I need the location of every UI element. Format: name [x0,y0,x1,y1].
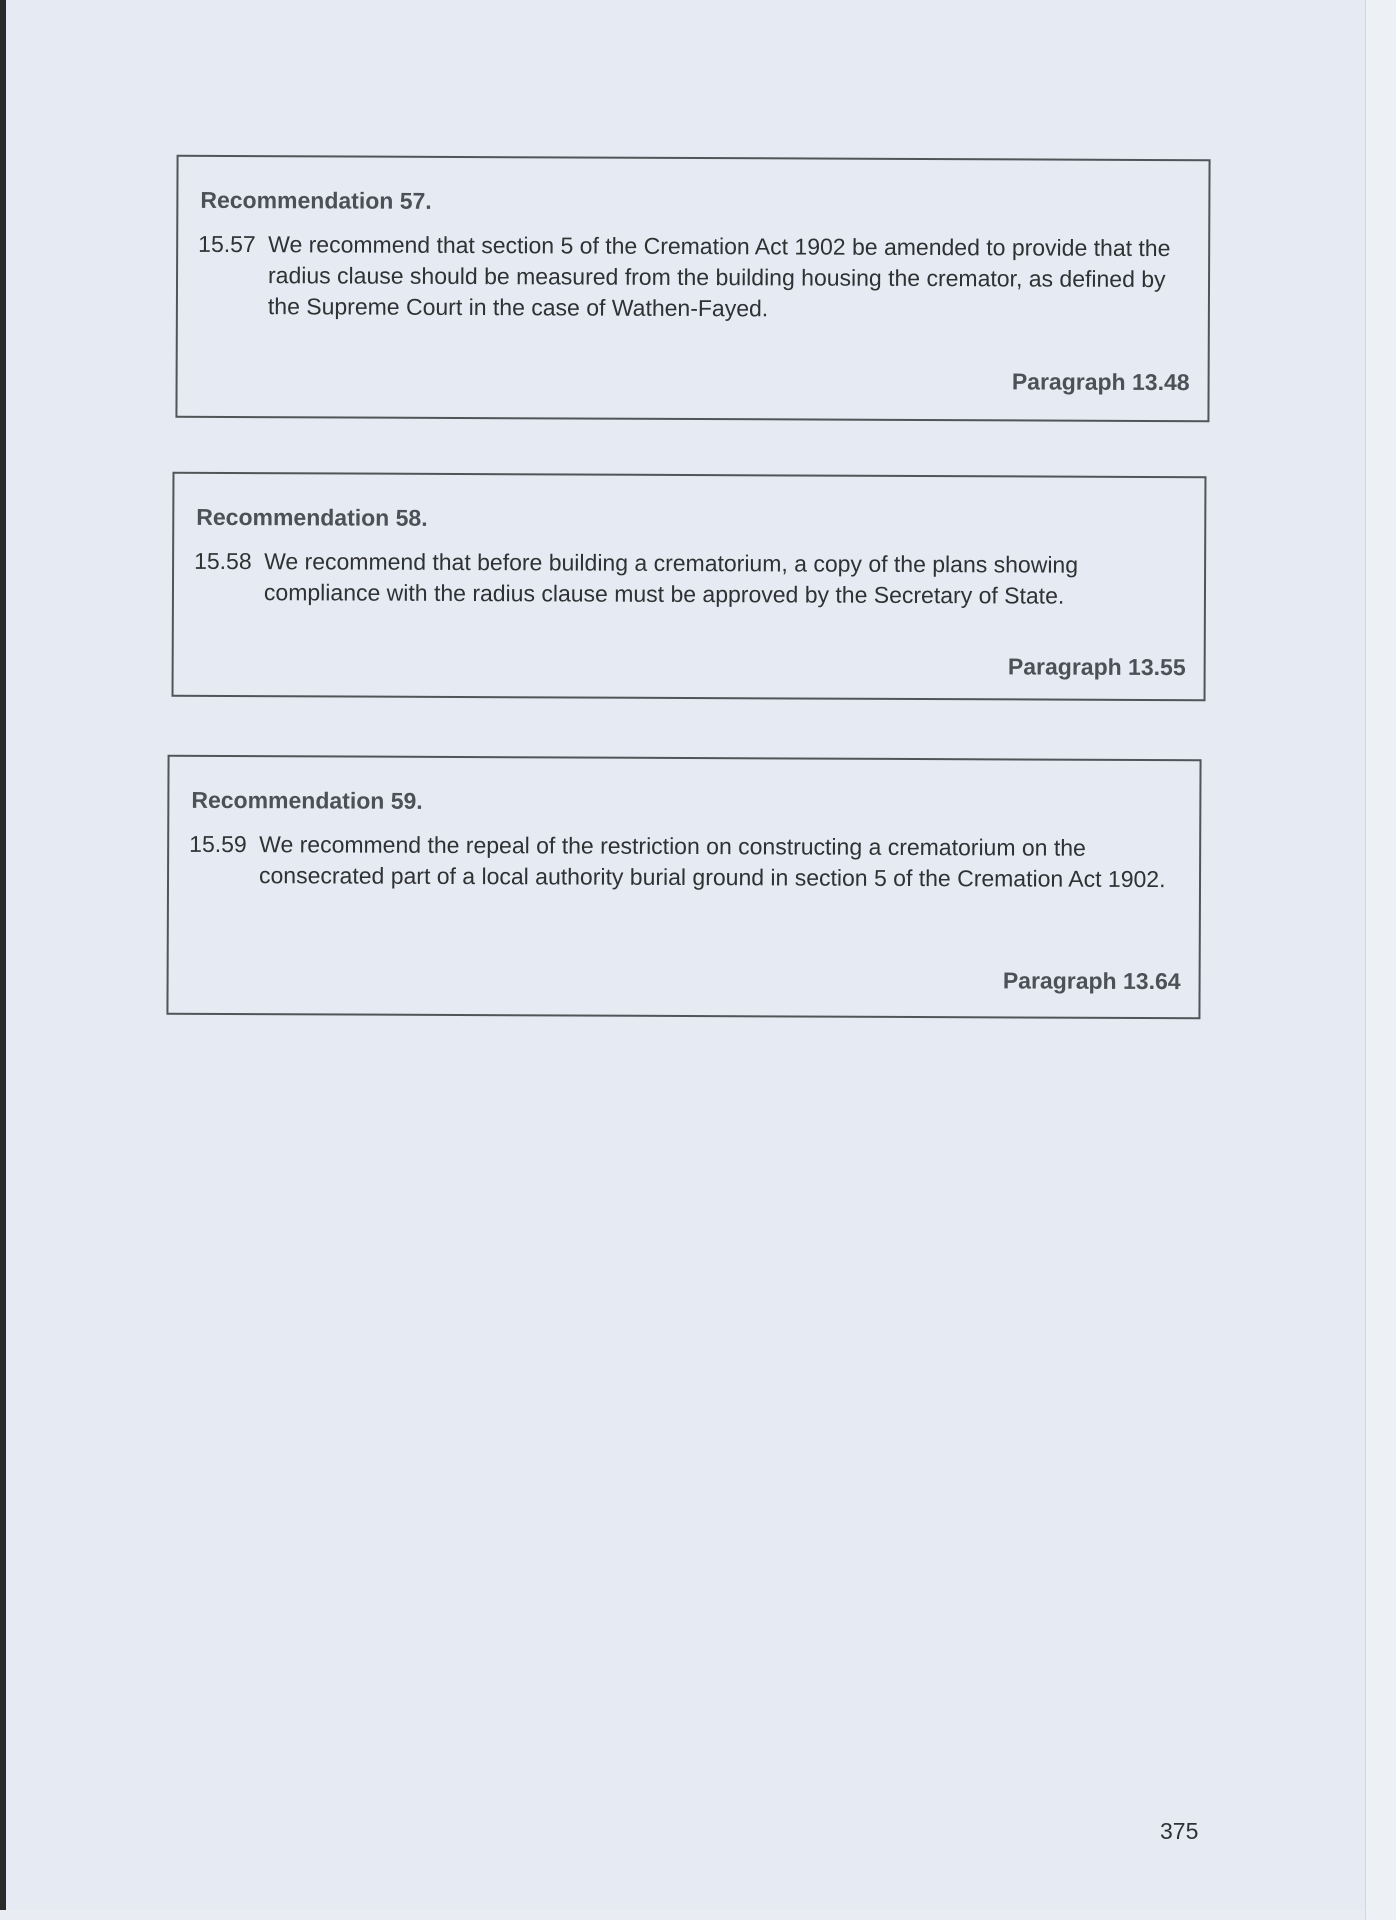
recommendation-text [198,229,1188,326]
scanner-background [1365,0,1396,1920]
recommendation-title: Recommendation 58. [196,503,428,531]
recommendation-body: We recommend that before building a crematorium, a copy of the plans showing compliance with the radius clause must be approved by the Secretary of State. [263,548,1079,609]
paragraph-reference: Paragraph 13.55 [1007,653,1186,681]
recommendation-57-box [175,155,1210,423]
recommendation-number: 15.58 [194,547,252,575]
recommendation-body: We recommend that section 5 of the Cremation Act 1902 be amended to provide that the radius clause should be measured from the building housing the cremator, as defined by the Supreme Court in the case of Wathen-Fayed. [267,231,1171,322]
recommendation-title: Recommendation 59. [191,786,423,814]
recommendation-58-box [172,472,1207,702]
recommendation-text [189,829,1179,895]
recommendation-59-box [166,755,1201,1020]
paragraph-reference: Paragraph 13.48 [1011,368,1190,396]
recommendation-text [194,546,1184,612]
recommendation-number: 15.57 [198,230,256,258]
recommendation-title: Recommendation 57. [200,186,432,214]
recommendation-number: 15.59 [189,830,247,858]
paragraph-reference: Paragraph 13.64 [1002,967,1181,995]
page-number: 375 [1160,1818,1199,1844]
recommendation-body: We recommend the repeal of the restriction on constructing a crematorium on the consecrated part of a local authority burial ground in section 5 of the Cremation Act 1902. [258,831,1166,893]
